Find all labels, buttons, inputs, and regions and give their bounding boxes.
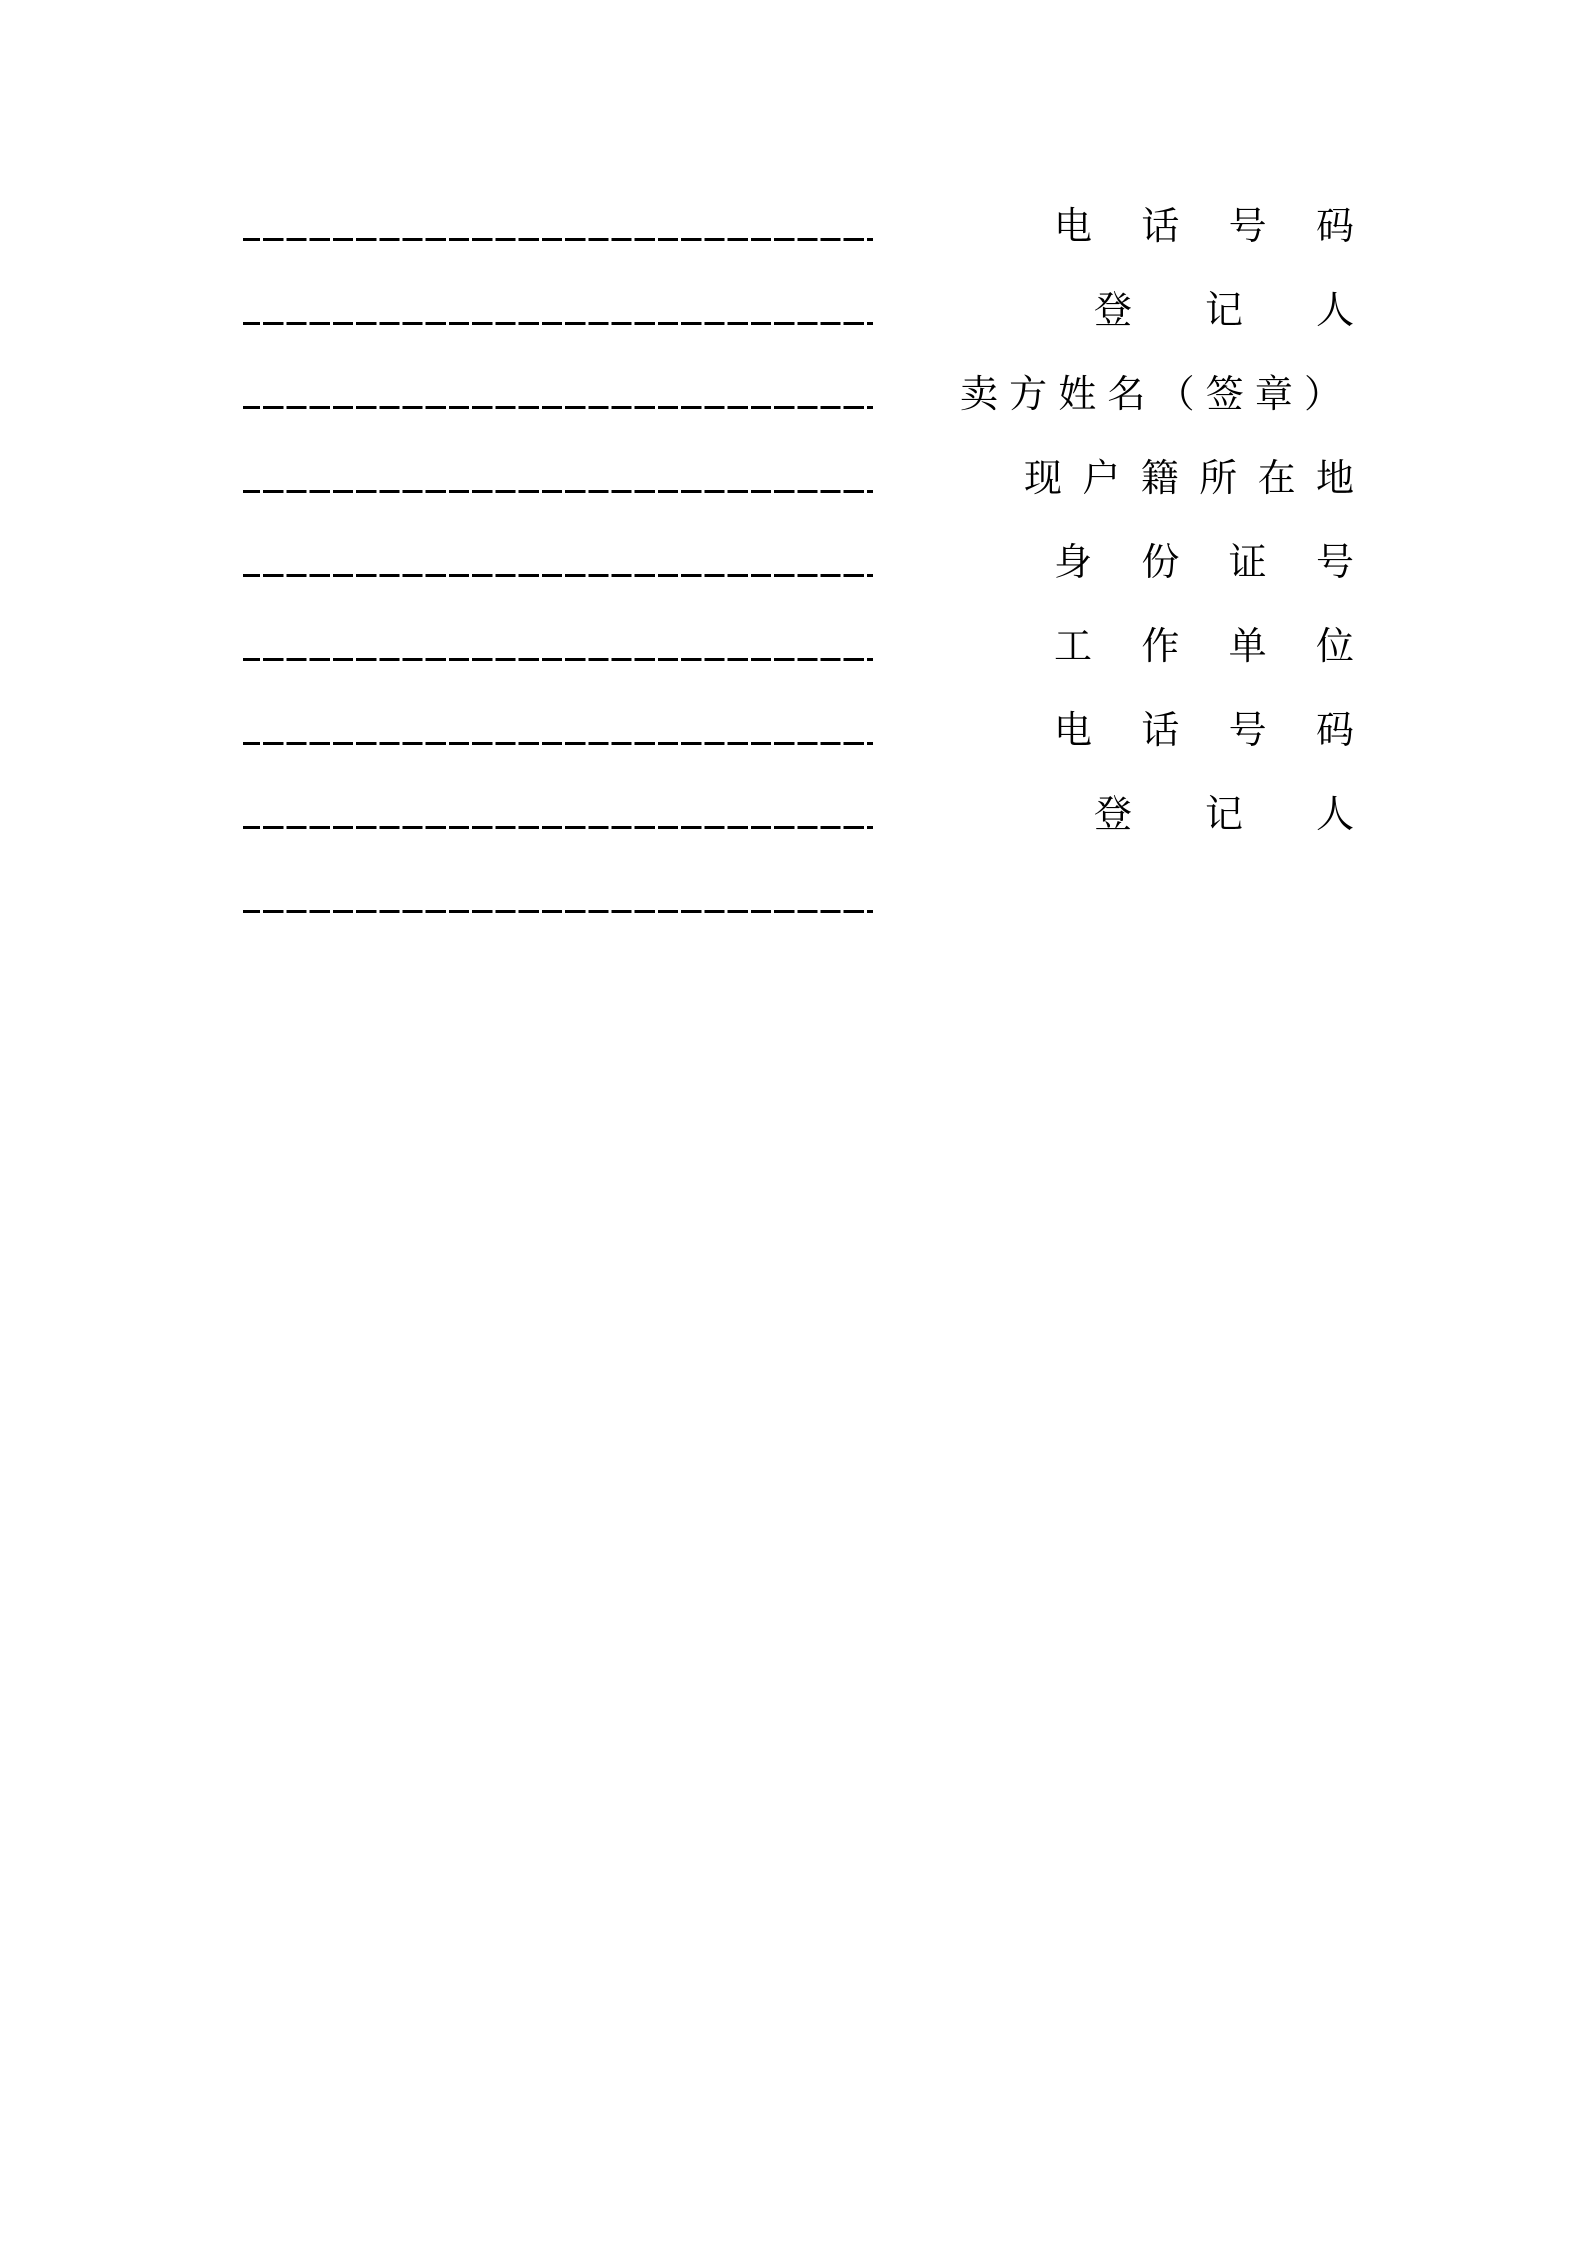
fill-line[interactable] [243,826,873,829]
fill-line[interactable] [243,238,873,241]
label-char: 姓 [1058,372,1097,416]
label-char: 籍 [1140,456,1179,500]
label-char: 章 [1254,372,1293,416]
label-char: 在 [1257,456,1296,500]
label-char: 码 [1315,708,1354,752]
label-char: 卖 [960,372,999,416]
label-char: 方 [1009,372,1048,416]
label-char: 登 [1094,792,1133,836]
label-char: 证 [1228,540,1267,584]
label-char: 号 [1228,204,1267,248]
fill-line[interactable] [243,490,873,493]
form-row-seller-name [0,358,1586,442]
form-row-phone-2 [0,694,1586,778]
field-label-phone-2 [1054,702,1354,758]
label-char: 话 [1141,204,1180,248]
label-char: 记 [1204,288,1243,332]
label-char: 现 [1024,456,1063,500]
field-label-household-registration [1024,450,1354,506]
label-char: 所 [1199,456,1238,500]
field-label-phone-1 [1054,198,1354,254]
label-char: 人 [1315,288,1354,332]
label-char: 电 [1054,708,1093,752]
label-char: 身 [1054,540,1093,584]
form-row-registrar-1 [0,274,1586,358]
label-char: 名 [1107,372,1146,416]
label-char: 作 [1141,624,1180,668]
label-char: 号 [1228,708,1267,752]
label-char: 号 [1315,540,1354,584]
label-char: 码 [1315,204,1354,248]
fill-line[interactable] [243,742,873,745]
label-char: 地 [1315,456,1354,500]
field-label-registrar-1 [1094,282,1354,338]
label-char: 位 [1315,624,1354,668]
form-row-blank [0,862,1586,946]
label-char: 工 [1054,624,1093,668]
field-label-seller-name [960,366,1342,422]
fill-line[interactable] [243,910,873,913]
label-char: 份 [1141,540,1180,584]
field-label-id-number [1054,534,1354,590]
label-char: ） [1303,372,1342,416]
label-char: 电 [1054,204,1093,248]
label-char: 签 [1205,372,1244,416]
label-char: 单 [1228,624,1267,668]
fill-line[interactable] [243,322,873,325]
field-label-employer [1054,618,1354,674]
label-char: 话 [1141,708,1180,752]
form-row-registrar-2 [0,778,1586,862]
label-char: 人 [1315,792,1354,836]
label-char: 户 [1082,456,1121,500]
field-label-registrar-2 [1094,786,1354,842]
fill-line[interactable] [243,406,873,409]
label-char: （ [1156,372,1195,416]
fill-line[interactable] [243,574,873,577]
fill-line[interactable] [243,658,873,661]
form-row-id-number [0,526,1586,610]
form-row-employer [0,610,1586,694]
form-row-household-registration [0,442,1586,526]
label-char: 登 [1094,288,1133,332]
form-row-phone-1 [0,190,1586,274]
label-char: 记 [1204,792,1243,836]
